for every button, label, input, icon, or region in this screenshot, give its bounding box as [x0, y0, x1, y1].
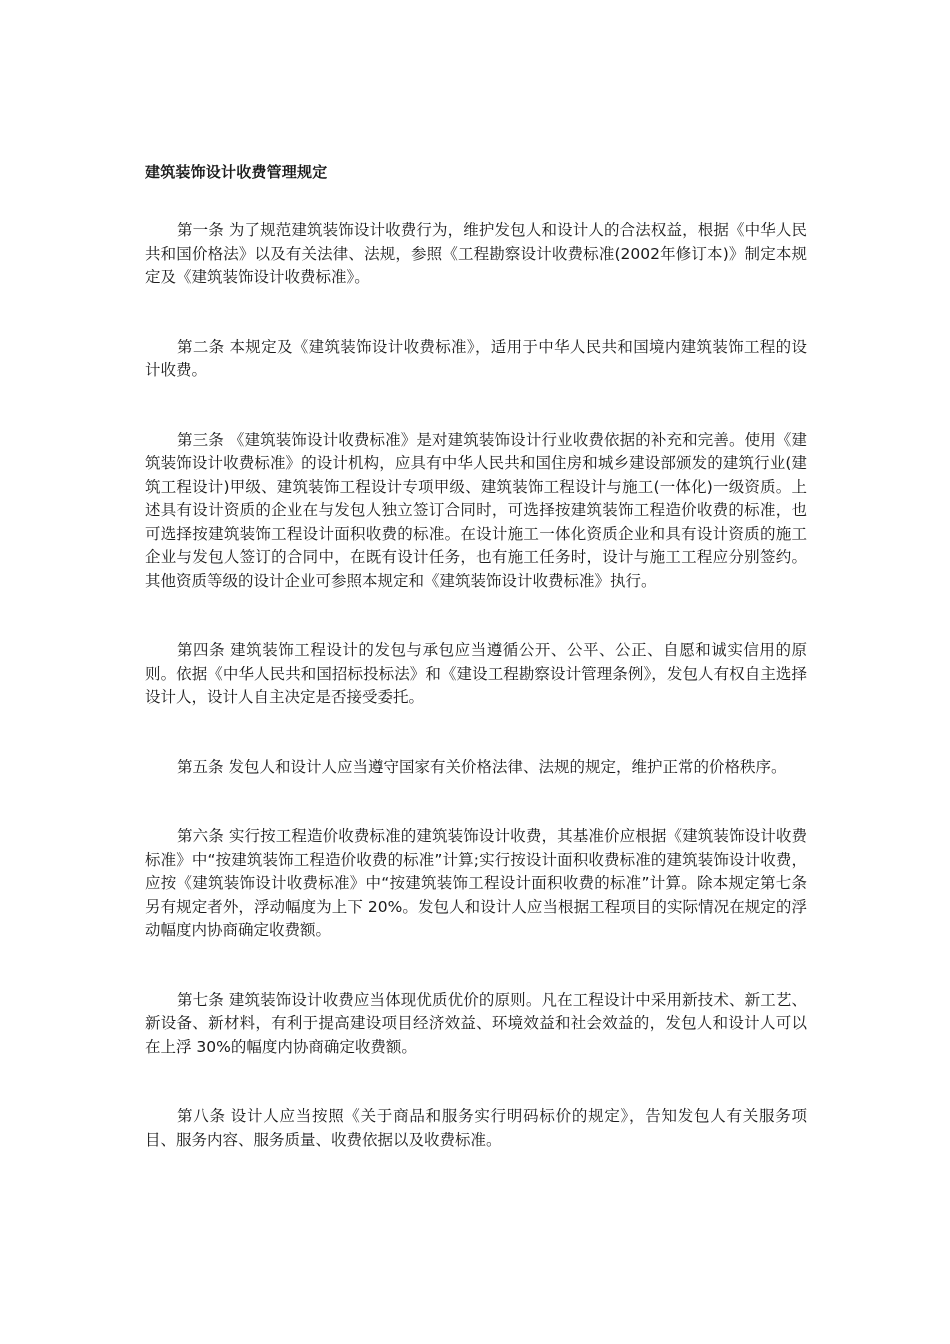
article-4 [145, 639, 807, 710]
article-number: 第五条 [177, 757, 224, 776]
article-text: 建筑装饰工程设计的发包与承包应当遵循公开、公平、公正、自愿和诚实信用的原则。依据《中华人民共和国招标投标法》和《建设工程勘察设计管理条例》，发包人有权自主选择设计人，设计人自主决定是否接受委托。 [145, 641, 807, 706]
article-number: 第一条 [177, 221, 224, 239]
article-1 [145, 219, 807, 290]
article-3 [145, 429, 807, 594]
article-text: 发包人和设计人应当遵守国家有关价格法律、法规的规定，维护正常的价格秩序。 [228, 757, 787, 776]
document-title: 建筑装饰设计收费管理规定 [145, 163, 328, 181]
article-8 [145, 1105, 807, 1152]
document-page [145, 160, 807, 1198]
article-number: 第三条 [177, 430, 224, 449]
article-2 [145, 336, 807, 383]
article-text: 设计人应当按照《关于商品和服务实行明码标价的规定》，告知发包人有关服务项目、服务内容、服务质量、收费依据以及收费标准。 [145, 1107, 807, 1149]
article-text: 实行按工程造价收费标准的建筑装饰设计收费，其基准价应根据《建筑装饰设计收费标准》中“按建筑装饰工程造价收费的标准”计算;实行按设计面积收费标准的建筑装饰设计收费，应按《建筑装饰设计收费标准》中“按建筑装饰工程设计面积收费的标准”计算。除本规定第七条另有规定者外，浮动幅度为上下 20%。发包人和设计人应当根据工程项目的实际情况在规定的浮动幅度内协商确定收费额。 [145, 827, 807, 939]
article-number: 第二条 [177, 337, 225, 356]
article-number: 第七条 [177, 990, 224, 1009]
article-text: 本规定及《建筑装饰设计收费标准》，适用于中华人民共和国境内建筑装饰工程的设计收费。 [145, 337, 807, 379]
article-5 [145, 756, 807, 780]
article-text: 为了规范建筑装饰设计收费行为，维护发包人和设计人的合法权益，根据《中华人民共和国价格法》以及有关法律、法规，参照《工程勘察设计收费标准(2002年修订本)》制定本规定及《建筑装饰设计收费标准》。 [145, 221, 807, 286]
article-6 [145, 825, 807, 943]
article-7 [145, 989, 807, 1060]
article-number: 第六条 [177, 827, 224, 845]
article-text: 建筑装饰设计收费应当体现优质优价的原则。凡在工程设计中采用新技术、新工艺、新设备、新材料，有利于提高建设项目经济效益、环境效益和社会效益的，发包人和设计人可以在上浮 30%的幅度内协商确定收费额。 [145, 990, 807, 1056]
article-number: 第四条 [177, 641, 226, 659]
article-number: 第八条 [177, 1107, 226, 1125]
article-text: 《建筑装饰设计收费标准》是对建筑装饰设计行业收费依据的补充和完善。使用《建筑装饰设计收费标准》的设计机构，应具有中华人民共和国住房和城乡建设部颁发的建筑行业(建筑工程设计)甲级、建筑装饰工程设计专项甲级、建筑装饰工程设计与施工(一体化)一级资质。上述具有设计资质的企业在与发包人独立签订合同时，可选择按建筑装饰工程造价收费的标准，也可选择按建筑装饰工程设计面积收费的标准。在设计施工一体化资质企业和具有设计资质的施工企业与发包人签订的合同中，在既有设计任务，也有施工任务时，设计与施工工程应分别签约。其他资质等级的设计企业可参照本规定和《建筑装饰设计收费标准》执行。 [145, 430, 807, 590]
